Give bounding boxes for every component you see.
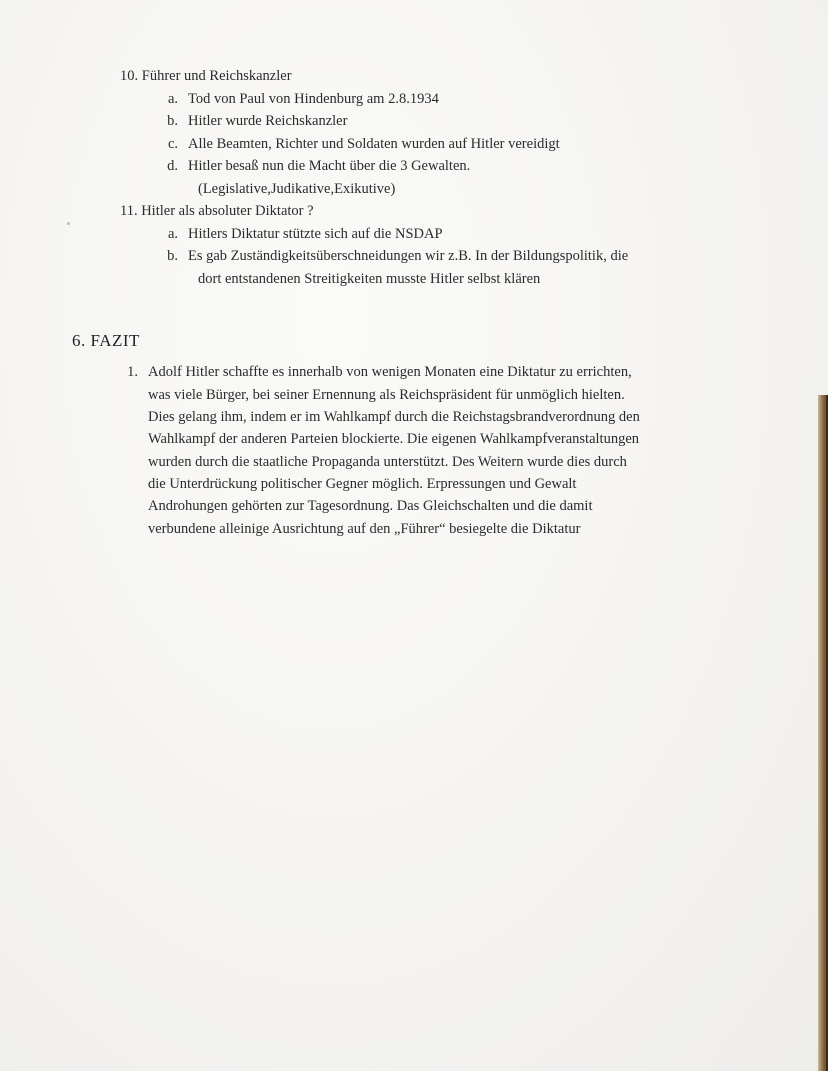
list-item-text: Alle Beamten, Richter und Soldaten wurden auf Hitler vereidigt [188, 136, 560, 152]
list-item [148, 134, 560, 154]
paragraph-line: Adolf Hitler schaffte es innerhalb von wenigen Monaten eine Diktatur zu errichten, [148, 364, 632, 380]
section-10-title: 10. Führer und Reichskanzler [120, 68, 292, 84]
list-item [148, 111, 347, 131]
list-marker: a. [167, 91, 178, 107]
list-marker: a. [167, 226, 178, 242]
list-item-text: Hitlers Diktatur stützte sich auf die NSDAP [188, 226, 443, 242]
list-item [148, 89, 439, 109]
list-marker: d. [167, 158, 178, 174]
paragraph-line: wurden durch die staatliche Propaganda unterstützt. Des Weitern wurde dies durch [148, 454, 627, 470]
list-marker: b. [167, 113, 178, 129]
list-item-text: Tod von Paul von Hindenburg am 2.8.1934 [188, 91, 439, 107]
list-item-continuation: dort entstandenen Streitigkeiten musste Hitler selbst klären [198, 271, 541, 287]
list-marker: c. [167, 136, 178, 152]
paragraph-line: Androhungen gehörten zur Tagesordnung. Das Gleichschalten und die damit [148, 498, 593, 514]
list-item-text: Es gab Zuständigkeitsüberschneidungen wir z.B. In der Bildungspolitik, die [188, 248, 629, 264]
paragraph-line: die Unterdrückung politischer Gegner möglich. Erpressungen und Gewalt [148, 476, 577, 492]
paragraph-line: verbundene alleinige Ausrichtung auf den „Führer“ besiegelte die Diktatur [148, 521, 581, 537]
paragraph-line: was viele Bürger, bei seiner Ernennung als Reichspräsident für unmöglich hielten. [148, 387, 625, 403]
section-heading-fazit: 6. FAZIT [72, 331, 140, 350]
list-item [148, 224, 443, 244]
list-marker: 1. [127, 364, 138, 380]
list-item-text: Hitler besaß nun die Macht über die 3 Gewalten. [188, 158, 471, 174]
list-marker: b. [167, 248, 178, 264]
list-item [148, 156, 470, 176]
list-item [148, 246, 628, 266]
paper-speck [67, 222, 70, 225]
list-item-text: Hitler wurde Reichskanzler [188, 113, 348, 129]
fazit-marker [112, 362, 148, 382]
list-item-continuation: (Legislative,Judikative,Exikutive) [198, 181, 396, 197]
section-11-title: 11. Hitler als absoluter Diktator ? [120, 203, 314, 219]
paragraph-line: Wahlkampf der anderen Parteien blockierte. Die eigenen Wahlkampfveranstaltungen [148, 431, 640, 447]
paragraph-line: Dies gelang ihm, indem er im Wahlkampf durch die Reichstagsbrandverordnung den [148, 409, 640, 425]
